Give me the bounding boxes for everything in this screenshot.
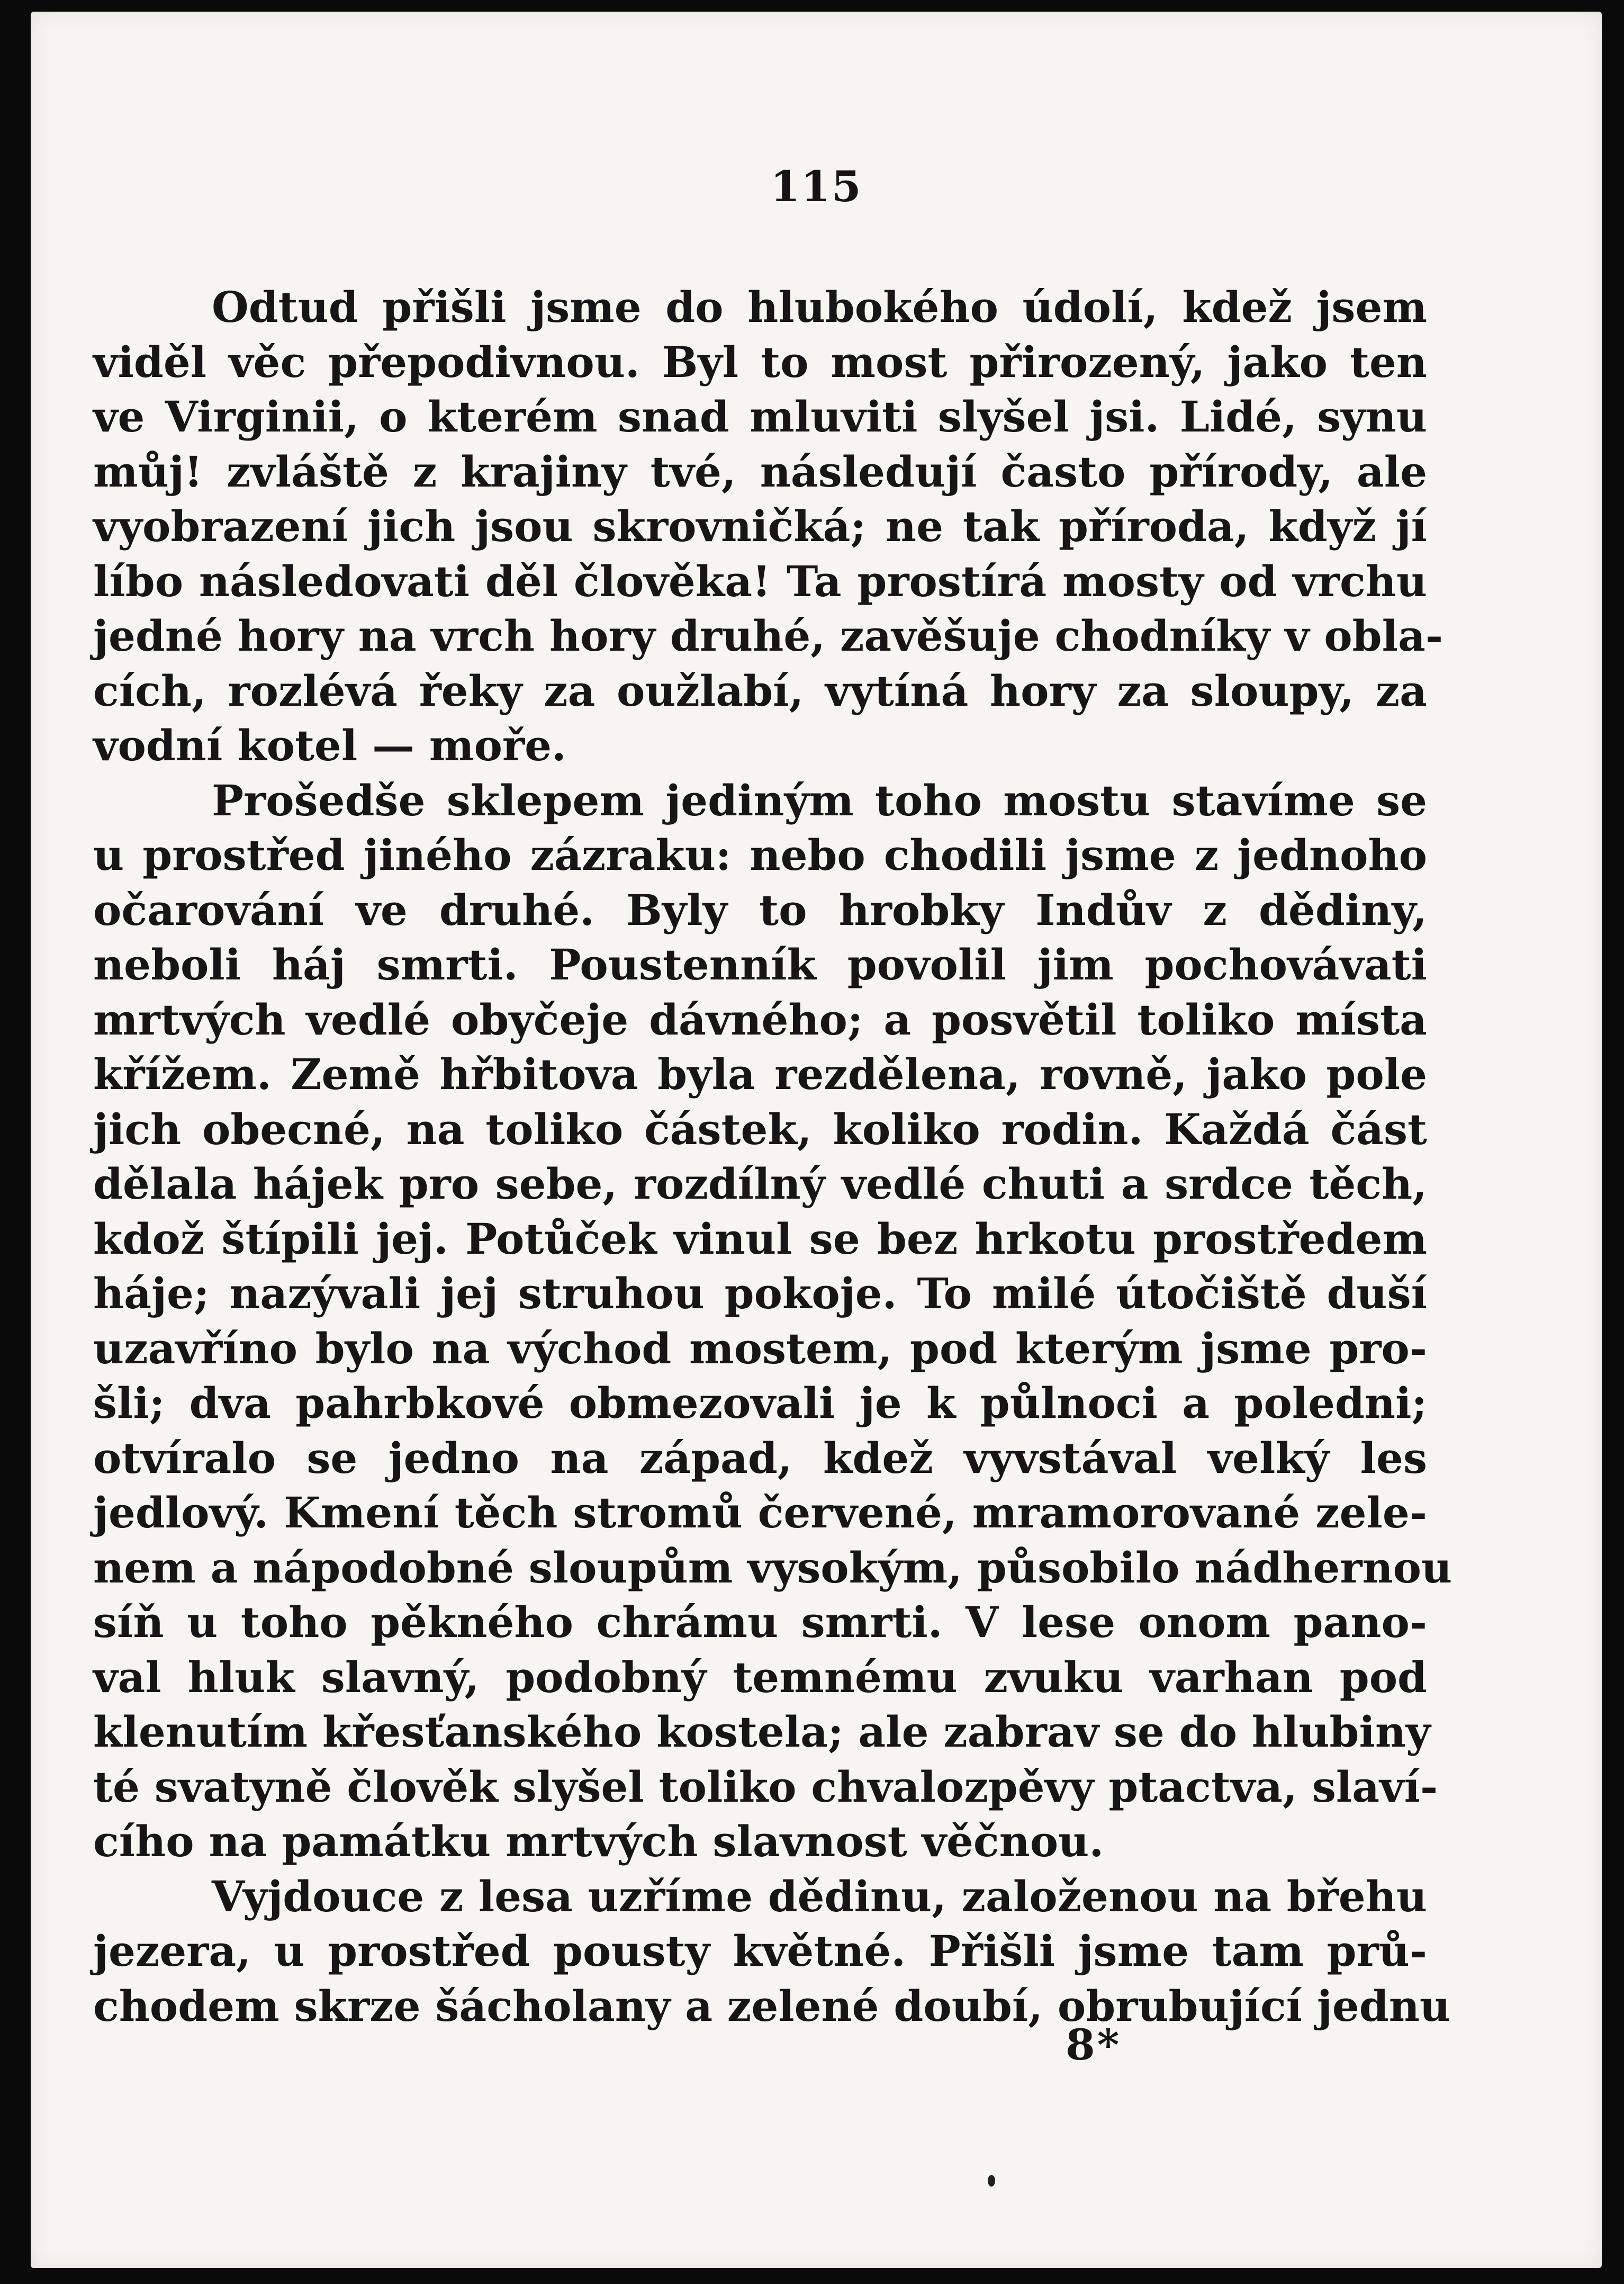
text-line: otvíralo se jedno na západ, kdež vyvstával velký les	[93, 1433, 1427, 1483]
text-line: uzavříno bylo na východ mostem, pod kterým jsme pro-	[93, 1323, 1427, 1373]
text-line: Odtud přišli jsme do hlubokého údolí, kdež jsem	[212, 282, 1427, 332]
text-line: mrtvých vedlé obyčeje dávného; a posvětil toliko místa	[93, 994, 1427, 1045]
text-line: křížem. Země hřbitova byla rezdělena, rovně, jako pole	[93, 1049, 1427, 1099]
text-line: můj! zvláště z krajiny tvé, následují často přírody, ale	[93, 446, 1427, 497]
text-line: klenutím křesťanského kostela; ale zabrav se do hlubiny	[93, 1707, 1431, 1757]
page-number: 115	[770, 161, 862, 211]
text-line: jedlový. Kmení těch stromů červené, mramorované zele-	[93, 1488, 1427, 1537]
text-line: nem a nápodobné sloupům vysokým, působilo nádhernou	[93, 1542, 1452, 1593]
text-line: kdož štípili jej. Potůček vinul se bez hrkotu prostředem	[93, 1213, 1427, 1264]
text-line: val hluk slavný, podobný temnému zvuku varhan pod	[93, 1652, 1427, 1702]
text-line: síň u toho pěkného chrámu smrti. V lese onom pano-	[93, 1597, 1427, 1647]
text-line: cího na památku mrtvých slavnost věčnou.	[93, 1817, 1104, 1866]
text-line: neboli háj smrti. Poustenník povolil jim pochovávati	[93, 940, 1427, 990]
text-line: té svatyně člověk slyšel toliko chvalozpěvy ptactva, slaví-	[93, 1761, 1438, 1812]
text-line: háje; nazývali jej struhou pokoje. To milé útočiště duší	[93, 1269, 1427, 1318]
text-line: šli; dva pahrbkové obmezovali je k půlnoci a poledni;	[93, 1378, 1427, 1428]
body-text	[93, 280, 1452, 2034]
text-line: u prostřed jiného zázraku: nebo chodili jsme z jednoho	[93, 830, 1427, 880]
text-line: cích, rozlévá řeky za oužlabí, vytíná hory za sloupy, za	[93, 666, 1427, 716]
book-page	[31, 12, 1602, 2268]
text-line: Prošedše sklepem jediným toho mostu stavíme se	[212, 775, 1427, 825]
text-line: dělala hájek pro sebe, rozdílný vedlé chuti a srdce těch,	[93, 1159, 1427, 1209]
text-line: jich obecné, na toliko částek, koliko rodin. Každá část	[93, 1104, 1427, 1154]
text-line: jedné hory na vrch hory druhé, zavěšuje chodníky v obla-	[93, 611, 1443, 661]
text-line: líbo následovati děl člověka! Ta prostírá mosty od vrchu	[93, 556, 1427, 606]
text-line: chodem skrze šácholany a zelené doubí, obrubující jednu	[93, 1981, 1451, 2031]
text-line: viděl věc přepodivnou. Byl to most přirozený, jako ten	[93, 337, 1427, 387]
text-line: jezera, u prostřed pousty květné. Přišli jsme tam prů-	[93, 1926, 1427, 1976]
text-line: vyobrazení jich jsou skrovničká; ne tak příroda, když jí	[93, 501, 1427, 551]
text-line: ve Virginii, o kterém snad mluviti slyšel jsi. Lidé, synu	[93, 392, 1427, 442]
signature-mark: 8*	[1066, 2020, 1122, 2070]
text-line: očarování ve druhé. Byly to hrobky Indův z dědiny,	[93, 885, 1427, 935]
text-line: vodní kotel — moře.	[93, 721, 566, 770]
text-line: Vyjdouce z lesa uzříme dědinu, založenou na břehu	[212, 1871, 1427, 1921]
ink-speck	[988, 2175, 995, 2187]
